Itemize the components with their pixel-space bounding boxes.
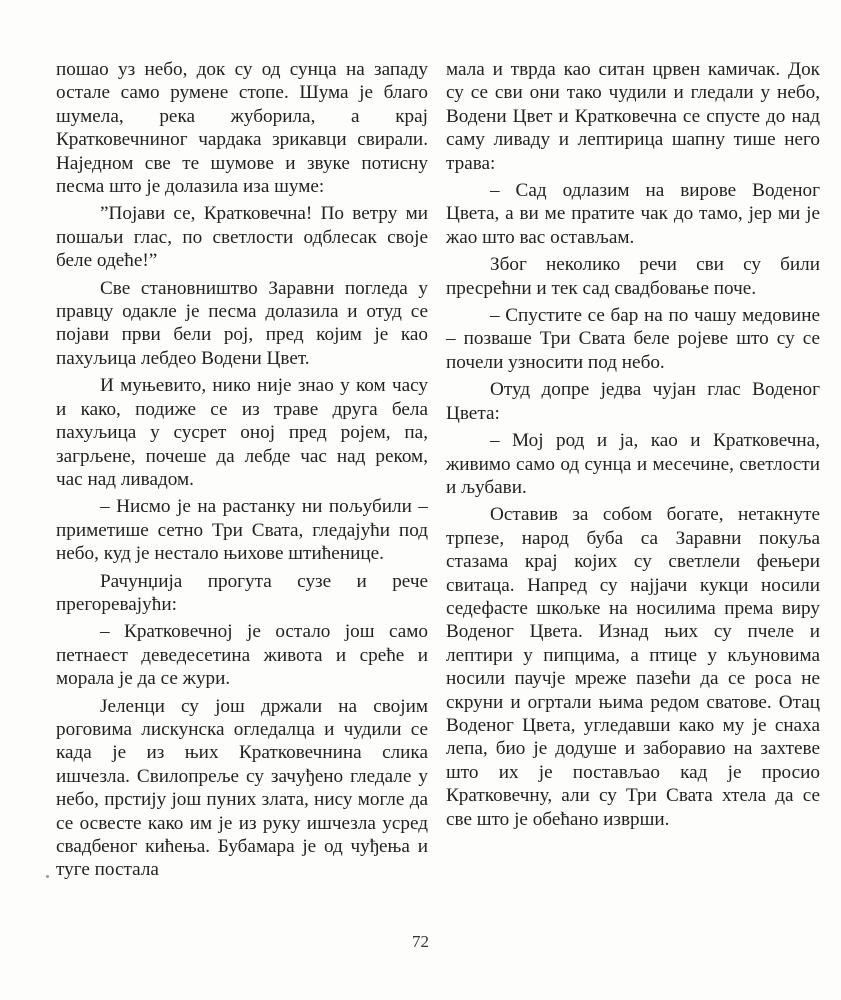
paragraph: – Кратковечној је остало још само петнаест деведесетина живота и среће и морала је да се жури. [56,621,428,690]
paragraph: Рачунџија прогута сузе и рече прегоревајући: [56,570,428,615]
paragraph: мала и тврда као ситан црвен камичак. Док су се сви они тако чудили и гледали у небо, Водени Цвет и Кратковечна се спусте до над саму ливаду и лептирица шапну тише него трава: [446,59,820,174]
paragraph: Због неколико речи сви су били пресрећни и тек сад свадбовање поче. [446,254,820,299]
paragraph: И муњевито, нико није знао у ком часу и како, подиже се из траве друга бела пахуљица у сусрет оној пред ројем, па, загрљене, почеше да лебде час над реком, час над ливадом. [56,375,428,490]
paragraph: Јеленци су још држали на својим роговима лискунска огледалца и чудили се када је из њих Кратковечнина слика ишчезла. Свилопреље су зачуђено гледале у небо, прстију још пуних злата, нису могле да се освесте како им је из руку ишчезла усред свадбеног кићења. Бубамара је од чуђења и туге постала [56,695,428,881]
paragraph: Све становништво Заравни погледа у правцу одакле је песма долазила и отуд се појави први бели рој, пред којим је као пахуљица лебдео Водени Цвет. [56,277,428,369]
left-text-column [56,58,428,886]
paragraph: Отуд допре једва чујан глас Воденог Цвета: [446,379,820,424]
page-number: 72 [412,932,429,951]
paragraph: пошао уз небо, док су од сунца на западу остале само румене стопе. Шума је благо шумела, река жуборила, а крај Кратковечниног чардака зрикавци свирали. Наједном све те шумове и звуке потисну песма што је долазила иза шуме: [56,59,428,198]
paragraph: – Сад одлазим на вирове Воденог Цвета, а ви ме пратите чак до тамо, јер ми је жао што вас остављам. [446,180,820,248]
paragraph: – Мој род и ја, као и Кратковечна, живимо само од сунца и месечине, светлости и љубави. [446,430,820,498]
right-text-column [446,58,820,835]
paragraph: – Нисмо је на растанку ни пољубили – приметише сетно Три Свата, гледајући под небо, куд је нестало њихове штићенице. [56,496,428,565]
paragraph: Оставив за собом богате, нетакнуте трпезе, народ буба са Заравни покуља стазама крај којих су светлели фењери свитаца. Напред су најјачи кукци носили седефасте шкољке на носилима према виру Воденог Цвета. Изнад њих су пчеле и лептири у пипцима, а птице у кљуновима носили паучје мреже пазећи да се роса не скруни и огртали њима редом сватове. Отац Воденог Цвета, угледавши како му је снаха лепа, био је додуше и заборавио на захтеве што их је постављао кад је просио Кратковечну, али су Три Свата хтела да се све што је обећано изврши. [446,504,820,830]
paragraph: ”Појави се, Кратковечна! По ветру ми пошаљи глас, по светлости одблесак своје беле одеће!” [56,203,428,272]
paragraph: – Спустите се бар на по чашу медовине – позваше Три Свата беле ројеве што су се почели узносити под небо. [446,305,820,373]
paper-speck [46,875,49,878]
